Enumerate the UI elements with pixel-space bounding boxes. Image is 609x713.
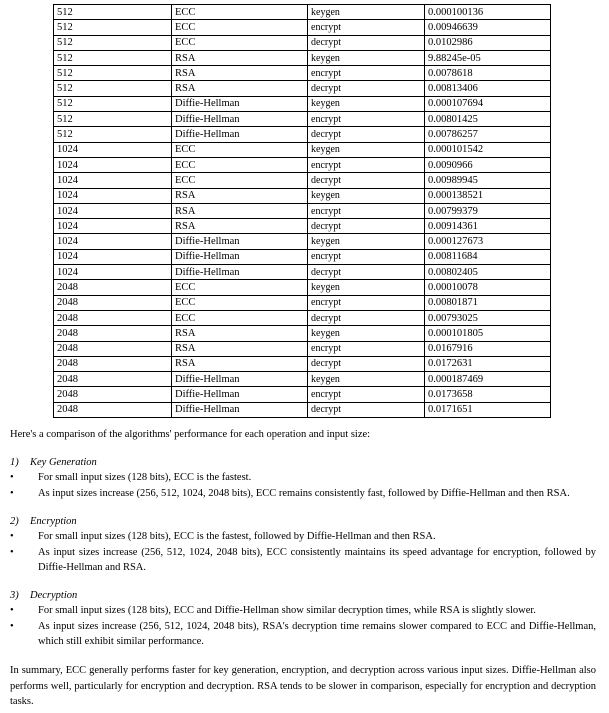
algorithm-cell: ECC xyxy=(172,5,308,20)
time-cell: 0.00989945 xyxy=(425,173,551,188)
input-size-cell: 512 xyxy=(54,96,172,111)
time-cell: 0.000138521 xyxy=(425,188,551,203)
time-cell: 0.00801871 xyxy=(425,295,551,310)
input-size-cell: 2048 xyxy=(54,372,172,387)
algorithm-cell: RSA xyxy=(172,81,308,96)
summary-paragraph: In summary, ECC generally performs faster for key generation, encryption, and decryption across various input sizes. Diffie-Hellman also performs well, particularly for encryption and decryption. RSA tends to be slower in comparison, especially for encryption and decryption tasks. xyxy=(10,665,596,707)
operation-cell: encrypt xyxy=(308,157,425,172)
algorithm-cell: RSA xyxy=(172,203,308,218)
time-cell: 0.0078618 xyxy=(425,66,551,81)
input-size-cell: 1024 xyxy=(54,157,172,172)
time-cell: 0.0167916 xyxy=(425,341,551,356)
table-row xyxy=(54,96,551,111)
algorithm-cell: Diffie-Hellman xyxy=(172,372,308,387)
time-cell: 0.0090966 xyxy=(425,157,551,172)
table-row xyxy=(54,35,551,50)
input-size-cell: 2048 xyxy=(54,310,172,325)
table-row xyxy=(54,5,551,20)
time-cell: 0.0173658 xyxy=(425,387,551,402)
time-cell: 0.000187469 xyxy=(425,372,551,387)
operation-cell: decrypt xyxy=(308,35,425,50)
section-title xyxy=(10,588,596,603)
algorithm-cell: RSA xyxy=(172,50,308,65)
intro-paragraph: Here's a comparison of the algorithms' performance for each operation and input size: xyxy=(10,429,371,440)
results-table-body xyxy=(54,5,551,418)
algorithm-cell: ECC xyxy=(172,20,308,35)
section-title xyxy=(10,455,596,470)
operation-cell: encrypt xyxy=(308,387,425,402)
bullet-icon: • xyxy=(10,487,14,499)
operation-cell: decrypt xyxy=(308,81,425,96)
operation-cell: decrypt xyxy=(308,310,425,325)
operation-cell: encrypt xyxy=(308,341,425,356)
operation-cell: decrypt xyxy=(308,173,425,188)
operation-cell: decrypt xyxy=(308,265,425,280)
table-row xyxy=(54,142,551,157)
input-size-cell: 1024 xyxy=(54,203,172,218)
operation-cell: keygen xyxy=(308,96,425,111)
operation-cell: decrypt xyxy=(308,127,425,142)
table-row xyxy=(54,402,551,417)
list-item-text: As input sizes increase (256, 512, 1024, 2048 bits), ECC consistently maintains its speed advantage for encryption, followed by Diffie-Hellman and RSA. xyxy=(38,546,596,573)
bullet-icon: • xyxy=(10,531,14,542)
time-cell: 0.00799379 xyxy=(425,203,551,218)
table-row xyxy=(54,20,551,35)
operation-cell: keygen xyxy=(308,188,425,203)
time-cell: 0.0102986 xyxy=(425,35,551,50)
section-key-generation xyxy=(10,455,596,501)
section-heading: Decryption xyxy=(30,590,78,601)
algorithm-cell: ECC xyxy=(172,157,308,172)
algorithm-cell: ECC xyxy=(172,173,308,188)
section-encryption xyxy=(10,514,596,576)
list-item-text: As input sizes increase (256, 512, 1024, 2048 bits), ECC remains consistently fast, followed by Diffie-Hellman and then RSA. xyxy=(38,487,570,499)
table-row xyxy=(54,280,551,295)
operation-cell: keygen xyxy=(308,5,425,20)
algorithm-cell: ECC xyxy=(172,35,308,50)
operation-cell: keygen xyxy=(308,142,425,157)
operation-cell: encrypt xyxy=(308,295,425,310)
time-cell: 0.00946639 xyxy=(425,20,551,35)
time-cell: 0.00813406 xyxy=(425,81,551,96)
section-decryption xyxy=(10,588,596,650)
input-size-cell: 512 xyxy=(54,20,172,35)
algorithm-cell: ECC xyxy=(172,280,308,295)
algorithm-cell: RSA xyxy=(172,341,308,356)
algorithm-cell: Diffie-Hellman xyxy=(172,112,308,127)
input-size-cell: 512 xyxy=(54,112,172,127)
list-item-text: For small input sizes (128 bits), ECC is the fastest. xyxy=(38,472,252,483)
table-row xyxy=(54,265,551,280)
operation-cell: keygen xyxy=(308,234,425,249)
algorithm-cell: RSA xyxy=(172,66,308,81)
operation-cell: encrypt xyxy=(308,203,425,218)
input-size-cell: 2048 xyxy=(54,356,172,371)
list-item xyxy=(10,603,596,619)
table-row xyxy=(54,66,551,81)
input-size-cell: 512 xyxy=(54,127,172,142)
list-item xyxy=(10,486,596,502)
operation-cell: encrypt xyxy=(308,112,425,127)
input-size-cell: 1024 xyxy=(54,219,172,234)
table-row xyxy=(54,81,551,96)
table-row xyxy=(54,387,551,402)
table-row xyxy=(54,326,551,341)
input-size-cell: 2048 xyxy=(54,387,172,402)
table-row xyxy=(54,219,551,234)
input-size-cell: 512 xyxy=(54,5,172,20)
list-item xyxy=(10,545,596,576)
input-size-cell: 1024 xyxy=(54,173,172,188)
operation-cell: keygen xyxy=(308,326,425,341)
table-row xyxy=(54,249,551,264)
bullet-icon: • xyxy=(10,472,14,483)
input-size-cell: 1024 xyxy=(54,234,172,249)
time-cell: 0.00010078 xyxy=(425,280,551,295)
operation-cell: encrypt xyxy=(308,20,425,35)
time-cell: 0.00811684 xyxy=(425,249,551,264)
table-row xyxy=(54,372,551,387)
time-cell: 0.00786257 xyxy=(425,127,551,142)
table-row xyxy=(54,295,551,310)
table-row xyxy=(54,173,551,188)
bullet-icon: • xyxy=(10,605,14,616)
section-heading: Key Generation xyxy=(30,457,97,468)
bullet-icon: • xyxy=(10,546,14,558)
operation-cell: keygen xyxy=(308,50,425,65)
algorithm-cell: Diffie-Hellman xyxy=(172,96,308,111)
section-title xyxy=(10,514,596,529)
operation-cell: decrypt xyxy=(308,402,425,417)
time-cell: 0.000107694 xyxy=(425,96,551,111)
time-cell: 0.0171651 xyxy=(425,402,551,417)
algorithm-cell: Diffie-Hellman xyxy=(172,402,308,417)
input-size-cell: 2048 xyxy=(54,280,172,295)
list-item xyxy=(10,619,596,650)
time-cell: 0.0172631 xyxy=(425,356,551,371)
table-row xyxy=(54,203,551,218)
algorithm-cell: Diffie-Hellman xyxy=(172,234,308,249)
input-size-cell: 1024 xyxy=(54,142,172,157)
algorithm-cell: Diffie-Hellman xyxy=(172,249,308,264)
operation-cell: decrypt xyxy=(308,356,425,371)
input-size-cell: 512 xyxy=(54,66,172,81)
algorithm-cell: RSA xyxy=(172,326,308,341)
list-item xyxy=(10,470,596,486)
list-item-text: For small input sizes (128 bits), ECC is the fastest, followed by Diffie-Hellman and then RSA. xyxy=(38,531,436,542)
algorithm-cell: Diffie-Hellman xyxy=(172,265,308,280)
operation-cell: keygen xyxy=(308,280,425,295)
input-size-cell: 2048 xyxy=(54,326,172,341)
time-cell: 0.000101542 xyxy=(425,142,551,157)
input-size-cell: 2048 xyxy=(54,295,172,310)
time-cell: 0.000127673 xyxy=(425,234,551,249)
list-item xyxy=(10,529,596,545)
input-size-cell: 1024 xyxy=(54,249,172,264)
list-item-text: For small input sizes (128 bits), ECC and Diffie-Hellman show similar decryption times, while RSA is slightly slower. xyxy=(38,605,536,616)
section-number: 1) xyxy=(10,457,19,468)
table-row xyxy=(54,310,551,325)
algorithm-cell: Diffie-Hellman xyxy=(172,387,308,402)
table-row xyxy=(54,50,551,65)
table-row xyxy=(54,112,551,127)
time-cell: 0.000101805 xyxy=(425,326,551,341)
list-item-text: As input sizes increase (256, 512, 1024, 2048 bits), RSA's decryption time remains slower compared to ECC and Diffie-Hellman, which still exhibit similar performance. xyxy=(38,620,596,647)
input-size-cell: 2048 xyxy=(54,402,172,417)
algorithm-cell: RSA xyxy=(172,219,308,234)
input-size-cell: 2048 xyxy=(54,341,172,356)
input-size-cell: 1024 xyxy=(54,265,172,280)
time-cell: 9.88245e-05 xyxy=(425,50,551,65)
operation-cell: encrypt xyxy=(308,249,425,264)
table-row xyxy=(54,356,551,371)
algorithm-cell: Diffie-Hellman xyxy=(172,127,308,142)
algorithm-cell: ECC xyxy=(172,310,308,325)
table-row xyxy=(54,234,551,249)
algorithm-cell: RSA xyxy=(172,356,308,371)
input-size-cell: 512 xyxy=(54,81,172,96)
table-row xyxy=(54,127,551,142)
section-number: 3) xyxy=(10,590,19,601)
table-row xyxy=(54,157,551,172)
table-row xyxy=(54,341,551,356)
time-cell: 0.00914361 xyxy=(425,219,551,234)
algorithm-cell: ECC xyxy=(172,142,308,157)
input-size-cell: 512 xyxy=(54,50,172,65)
table-row xyxy=(54,188,551,203)
algorithm-cell: ECC xyxy=(172,295,308,310)
operation-cell: keygen xyxy=(308,372,425,387)
input-size-cell: 1024 xyxy=(54,188,172,203)
time-cell: 0.00801425 xyxy=(425,112,551,127)
input-size-cell: 512 xyxy=(54,35,172,50)
results-table xyxy=(53,4,551,418)
section-heading: Encryption xyxy=(30,516,77,527)
time-cell: 0.000100136 xyxy=(425,5,551,20)
operation-cell: decrypt xyxy=(308,219,425,234)
operation-cell: encrypt xyxy=(308,66,425,81)
time-cell: 0.00802405 xyxy=(425,265,551,280)
time-cell: 0.00793025 xyxy=(425,310,551,325)
algorithm-cell: RSA xyxy=(172,188,308,203)
section-number: 2) xyxy=(10,516,19,527)
bullet-icon: • xyxy=(10,620,14,632)
